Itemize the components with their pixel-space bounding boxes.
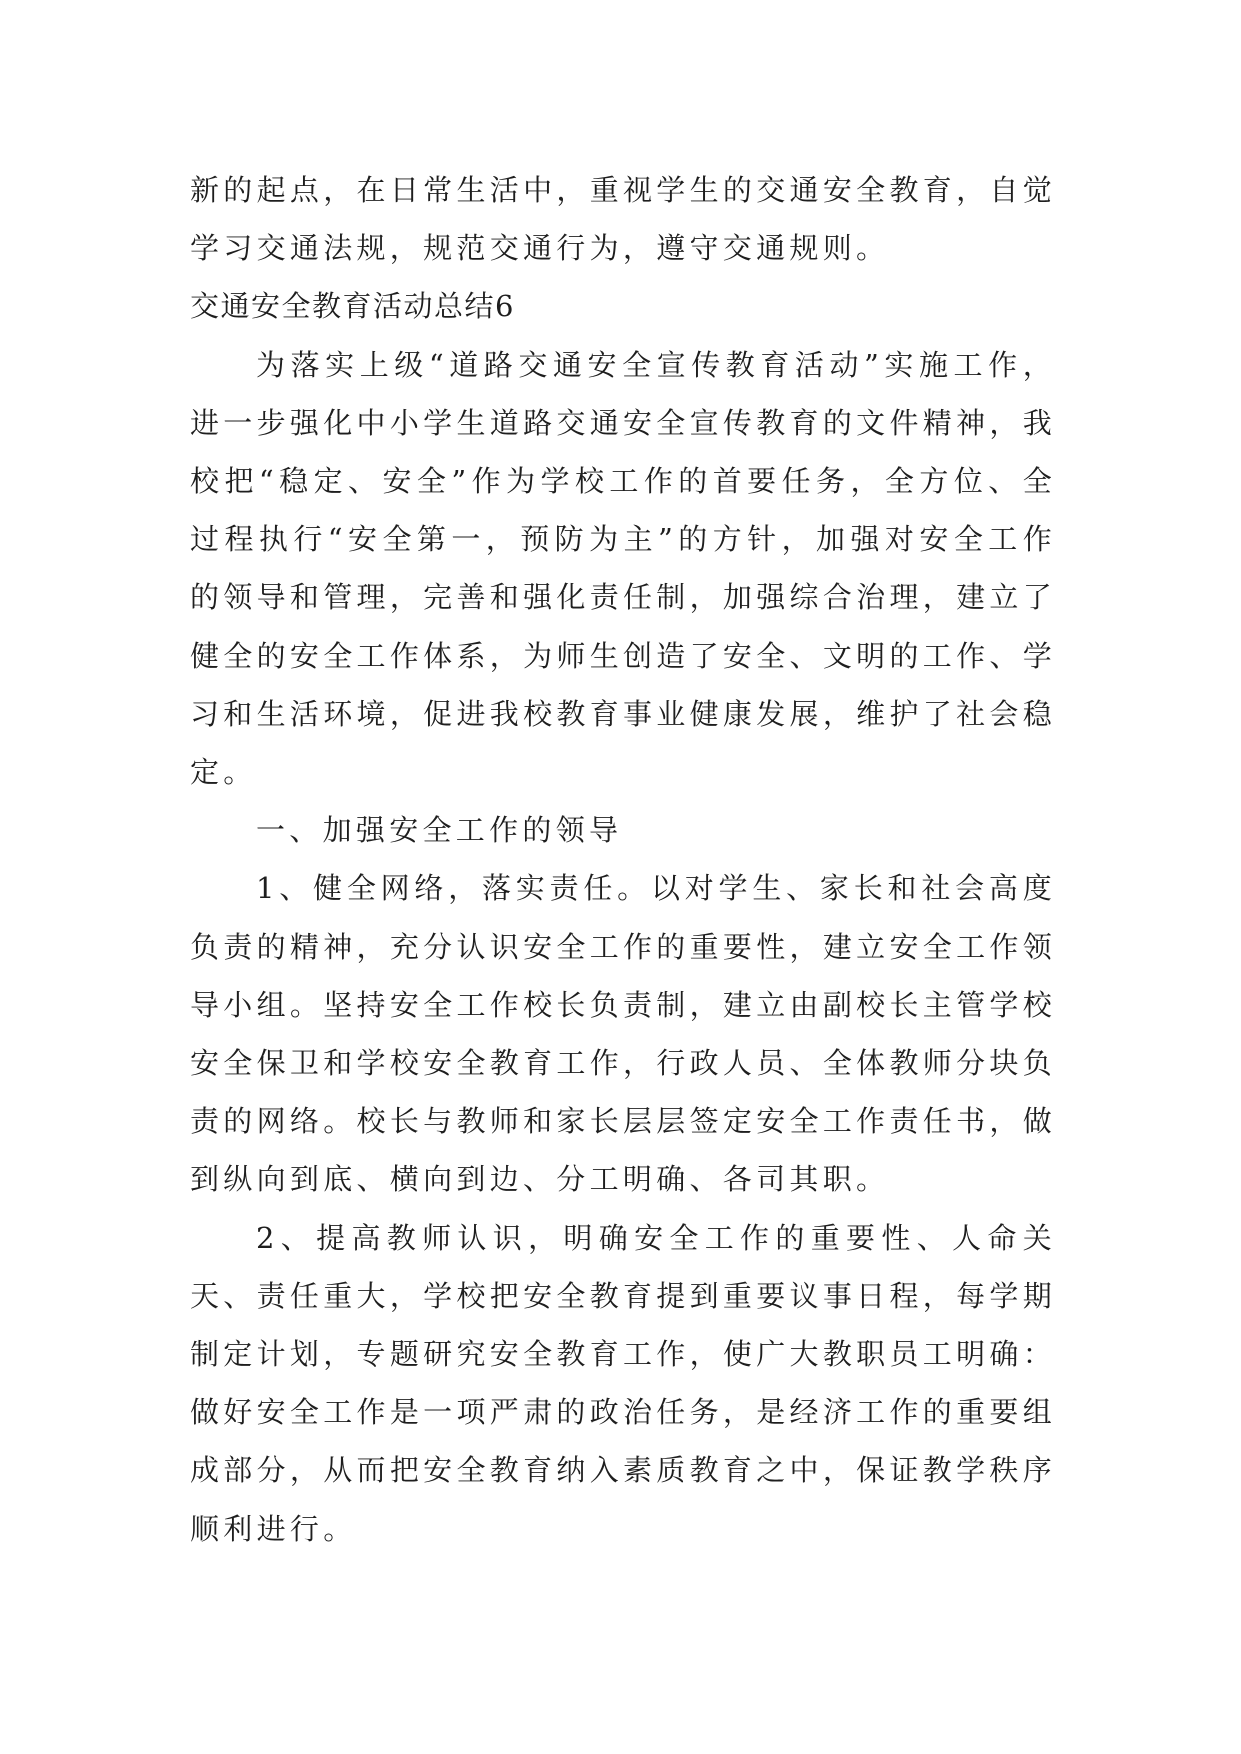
document-body bbox=[190, 161, 1056, 1558]
section-title: 交通安全教育活动总结6 bbox=[190, 289, 515, 324]
section-heading-1: 一、加强安全工作的领导 bbox=[256, 813, 623, 848]
paragraph-continuation: 新的起点，在日常生活中，重视学生的交通安全教育，自觉学习交通法规，规范交通行为，遵守交通规则。 bbox=[190, 173, 1056, 266]
paragraph-intro: 为落实上级“道路交通安全宣传教育活动”实施工作，进一步强化中小学生道路交通安全宣传教育的文件精神，我校把“稳定、安全”作为学校工作的首要任务，全方位、全过程执行“安全第一，预防为主”的方针，加强对安全工作的领导和管理，完善和强化责任制，加强综合治理，建立了健全的安全工作体系，为师生创造了安全、文明的工作、学习和生活环境，促进我校教育事业健康发展，维护了社会稳定。 bbox=[190, 347, 1056, 790]
paragraph-item-2: 2、提高教师认识，明确安全工作的重要性、人命关天、责任重大，学校把安全教育提到重要议事日程，每学期制定计划，专题研究安全教育工作，使广大教职员工明确：做好安全工作是一项严肃的政治任务，是经济工作的重要组成部分，从而把安全教育纳入素质教育之中，保证教学秩序顺利进行。 bbox=[190, 1220, 1056, 1546]
paragraph-item-1: 1、健全网络，落实责任。以对学生、家长和社会高度负责的精神，充分认识安全工作的重要性，建立安全工作领导小组。坚持安全工作校长负责制，建立由副校长主管学校安全保卫和学校安全教育工作，行政人员、全体教师分块负责的网络。校长与教师和家长层层签定安全工作责任书，做到纵向到底、横向到边、分工明确、各司其职。 bbox=[190, 871, 1056, 1197]
